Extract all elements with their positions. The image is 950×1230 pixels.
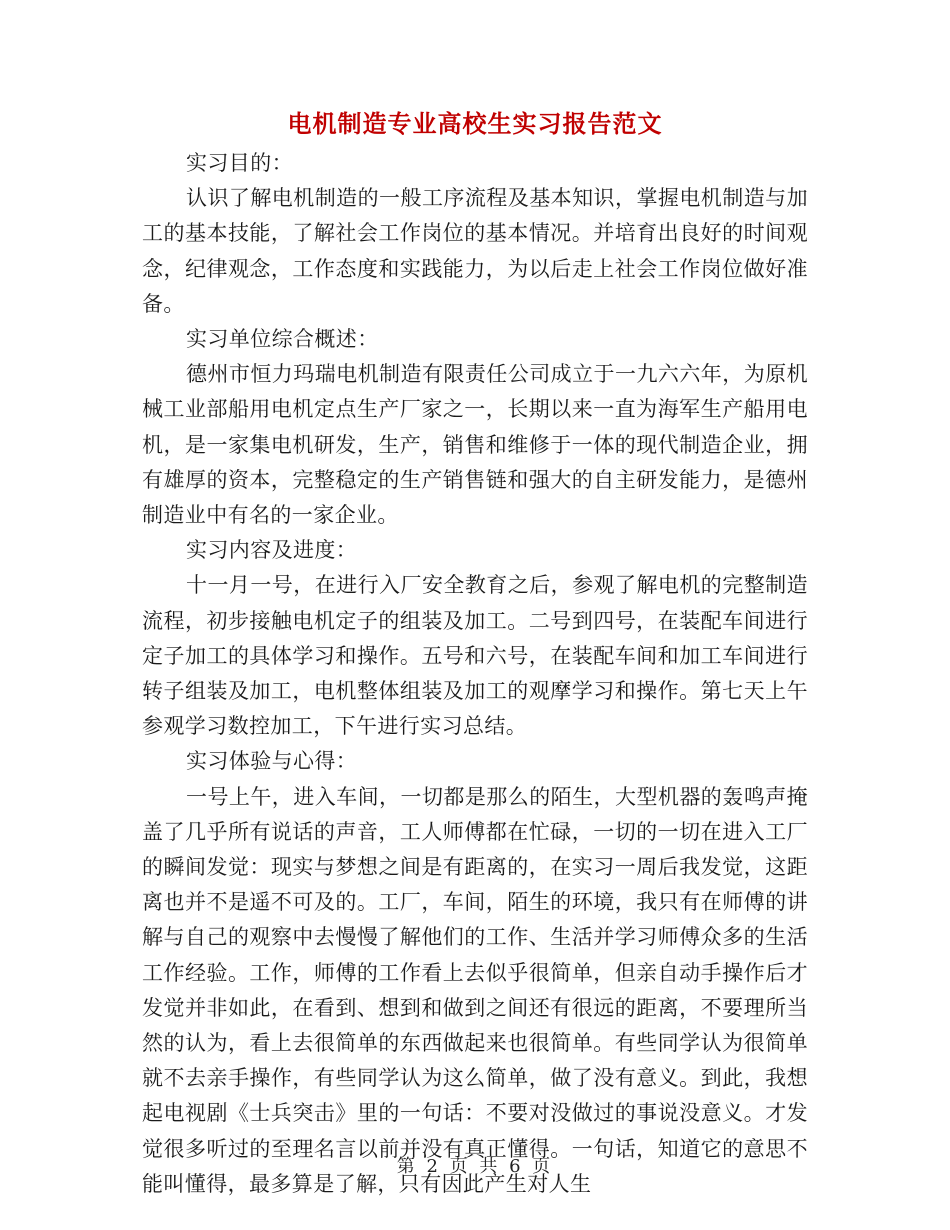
section-heading-company: 实习单位综合概述： (186, 327, 379, 352)
page-number-footer: 第 2 页 共 6 页 (396, 1156, 554, 1177)
section-body-experience: 一号上午，进入车间，一切都是那么的陌生，大型机器的轰鸣声掩盖了几乎所有说话的声音，工人师傅都在忙碌，一切的一切在进入工厂的瞬间发觉：现实与梦想之间是有距离的，在实习一周后我发觉，这距离也并不是遥不可及的。工厂，车间，陌生的环境，我只有在师傅的讲解与自己的观察中去慢慢了解他们的工作、生活并学习师傅众多的生活工作经验。工作，师傅的工作看上去似乎很简单，但亲自动手操作后才发觉并非如此，在看到、想到和做到之间还有很远的距离，不要理所当然的认为，看上去很简单的东西做起来也很简单。有些同学认为很简单就不去亲手操作，有些同学认为这么简单，做了没有意义。到此，我想起电视剧《士兵突击》里的一句话：不要对没做过的事说没意义。才发觉很多听过的至理名言以前并没有真正懂得。一句话，知道它的意思不能叫懂得，最多算是了解，只有因此产生对人生 (142, 784, 808, 1196)
section-heading-purpose: 实习目的： (186, 151, 293, 175)
document-page (142, 104, 808, 1202)
section-body-schedule: 十一月一号，在进行入厂安全教育之后，参观了解电机的完整制造流程，初步接触电机定子的组装及加工。二号到四号，在装配车间进行定子加工的具体学习和操作。五号和六号，在装配车间和加工车间进行转子组装及加工，电机整体组装及加工的观摩学习和操作。第七天上午参观学习数控加工，下午进行实习总结。 (142, 573, 808, 739)
section-heading-schedule: 实习内容及进度： (186, 538, 358, 563)
section-heading-experience: 实习体验与心得： (186, 749, 358, 774)
section-body-company: 德州市恒力玛瑞电机制造有限责任公司成立于一九六六年，为原机械工业部船用电机定点生产厂家之一，长期以来一直为海军生产船用电机，是一家集电机研发，生产，销售和维修于一体的现代制造企业，拥有雄厚的资本，完整稳定的生产销售链和强大的自主研发能力，是德州制造业中有名的一家企业。 (142, 362, 808, 528)
section-body-purpose: 认识了解电机制造的一般工序流程及基本知识，掌握电机制造与加工的基本技能，了解社会工作岗位的基本情况。并培育出良好的时间观念，纪律观念，工作态度和实践能力，为以后走上社会工作岗位做好准备。 (142, 186, 808, 316)
document-title: 电机制造专业高校生实习报告范文 (287, 109, 663, 138)
